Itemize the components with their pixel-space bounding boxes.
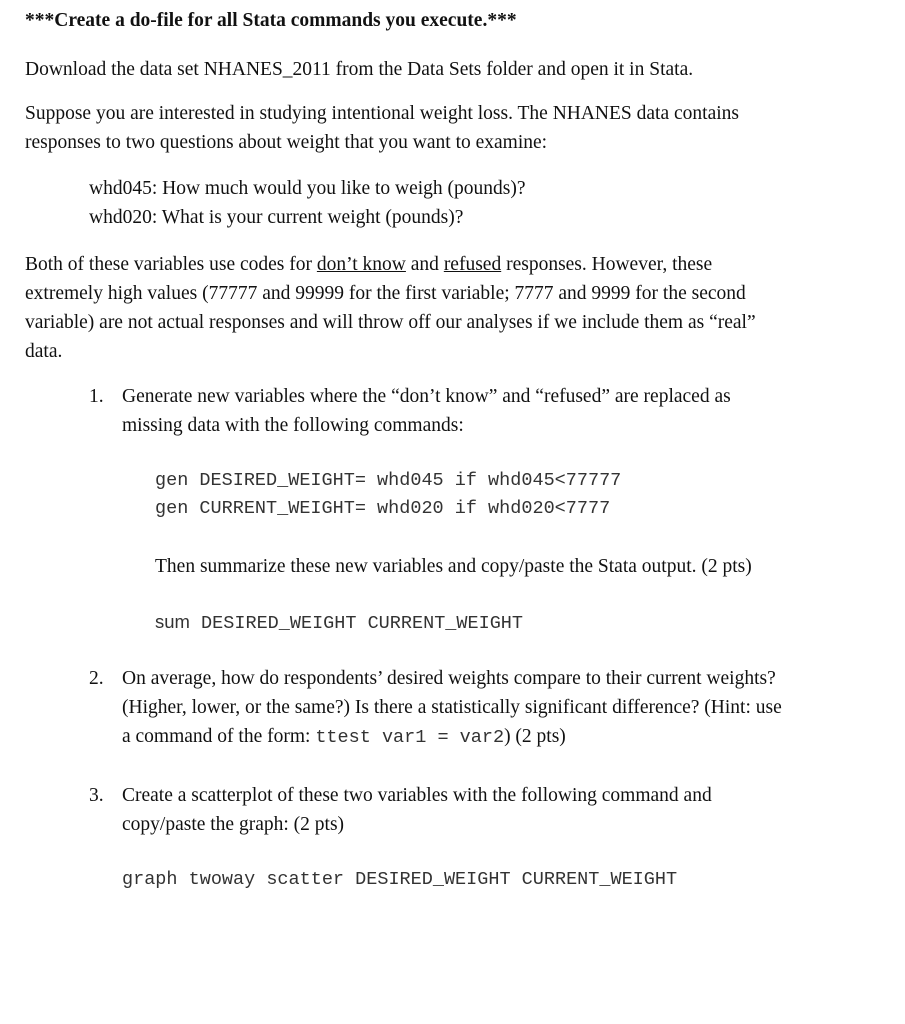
q2-line-3-end: ) (2 pts)	[504, 726, 566, 747]
q3-line-1: Create a scatterplot of these two variables with the following command and	[122, 785, 712, 806]
page-heading: ***Create a do-file for all Stata commands you execute.***	[25, 10, 517, 31]
codes-line-3: variable) are not actual responses and will throw off our analyses if we include them as “real”	[25, 312, 756, 333]
q1-sum-command	[155, 608, 523, 638]
dont-know-term: don’t know	[316, 254, 406, 275]
q1-code-current: gen CURRENT_WEIGHT= whd020 if whd020<7777	[155, 498, 611, 519]
q2-ttest-code: ttest var1 = var2	[315, 727, 505, 748]
q3-number: 3.	[89, 785, 104, 806]
intro-line-2: responses to two questions about weight that you want to examine:	[25, 132, 548, 153]
q1-sum-variables: DESIRED_WEIGHT CURRENT_WEIGHT	[189, 613, 524, 634]
variable-whd045: whd045: How much would you like to weigh (pounds)?	[89, 178, 526, 199]
codes-line-2: extremely high values (77777 and 99999 for the first variable; 7777 and 9999 for the second	[25, 283, 746, 304]
codes-line-1-and: and	[405, 254, 444, 275]
refused-term: refused	[443, 254, 502, 275]
q2-line-3-start: a command of the form:	[122, 726, 316, 747]
codes-line-1-start: Both of these variables use codes for	[25, 254, 317, 275]
q2-line-2: (Higher, lower, or the same?) Is there a statistically significant difference? (Hint: use	[122, 697, 782, 718]
q2-line-3	[122, 723, 566, 752]
q2-line-1: On average, how do respondents’ desired weights compare to their current weights?	[122, 668, 776, 689]
q1-number: 1.	[89, 386, 104, 407]
q1-sum-keyword: sum	[155, 611, 190, 632]
q3-line-2: copy/paste the graph: (2 pts)	[122, 814, 345, 835]
download-instruction: Download the data set NHANES_2011 from the Data Sets folder and open it in Stata.	[25, 59, 694, 80]
q1-line-2: missing data with the following commands:	[122, 415, 464, 436]
intro-line-1: Suppose you are interested in studying intentional weight loss. The NHANES data contains	[25, 103, 739, 124]
codes-line-1-end: responses. However, these	[501, 254, 713, 275]
q2-number: 2.	[89, 668, 104, 689]
q1-line-1: Generate new variables where the “don’t know” and “refused” are replaced as	[122, 386, 731, 407]
codes-line-1	[25, 251, 712, 279]
q3-scatter-code: graph twoway scatter DESIRED_WEIGHT CURRENT_WEIGHT	[122, 869, 678, 890]
q1-code-desired: gen DESIRED_WEIGHT= whd045 if whd045<77777	[155, 470, 622, 491]
variable-whd020: whd020: What is your current weight (pounds)?	[89, 207, 464, 228]
q1-summarize-instruction: Then summarize these new variables and copy/paste the Stata output. (2 pts)	[155, 556, 752, 577]
codes-line-4: data.	[25, 341, 63, 362]
